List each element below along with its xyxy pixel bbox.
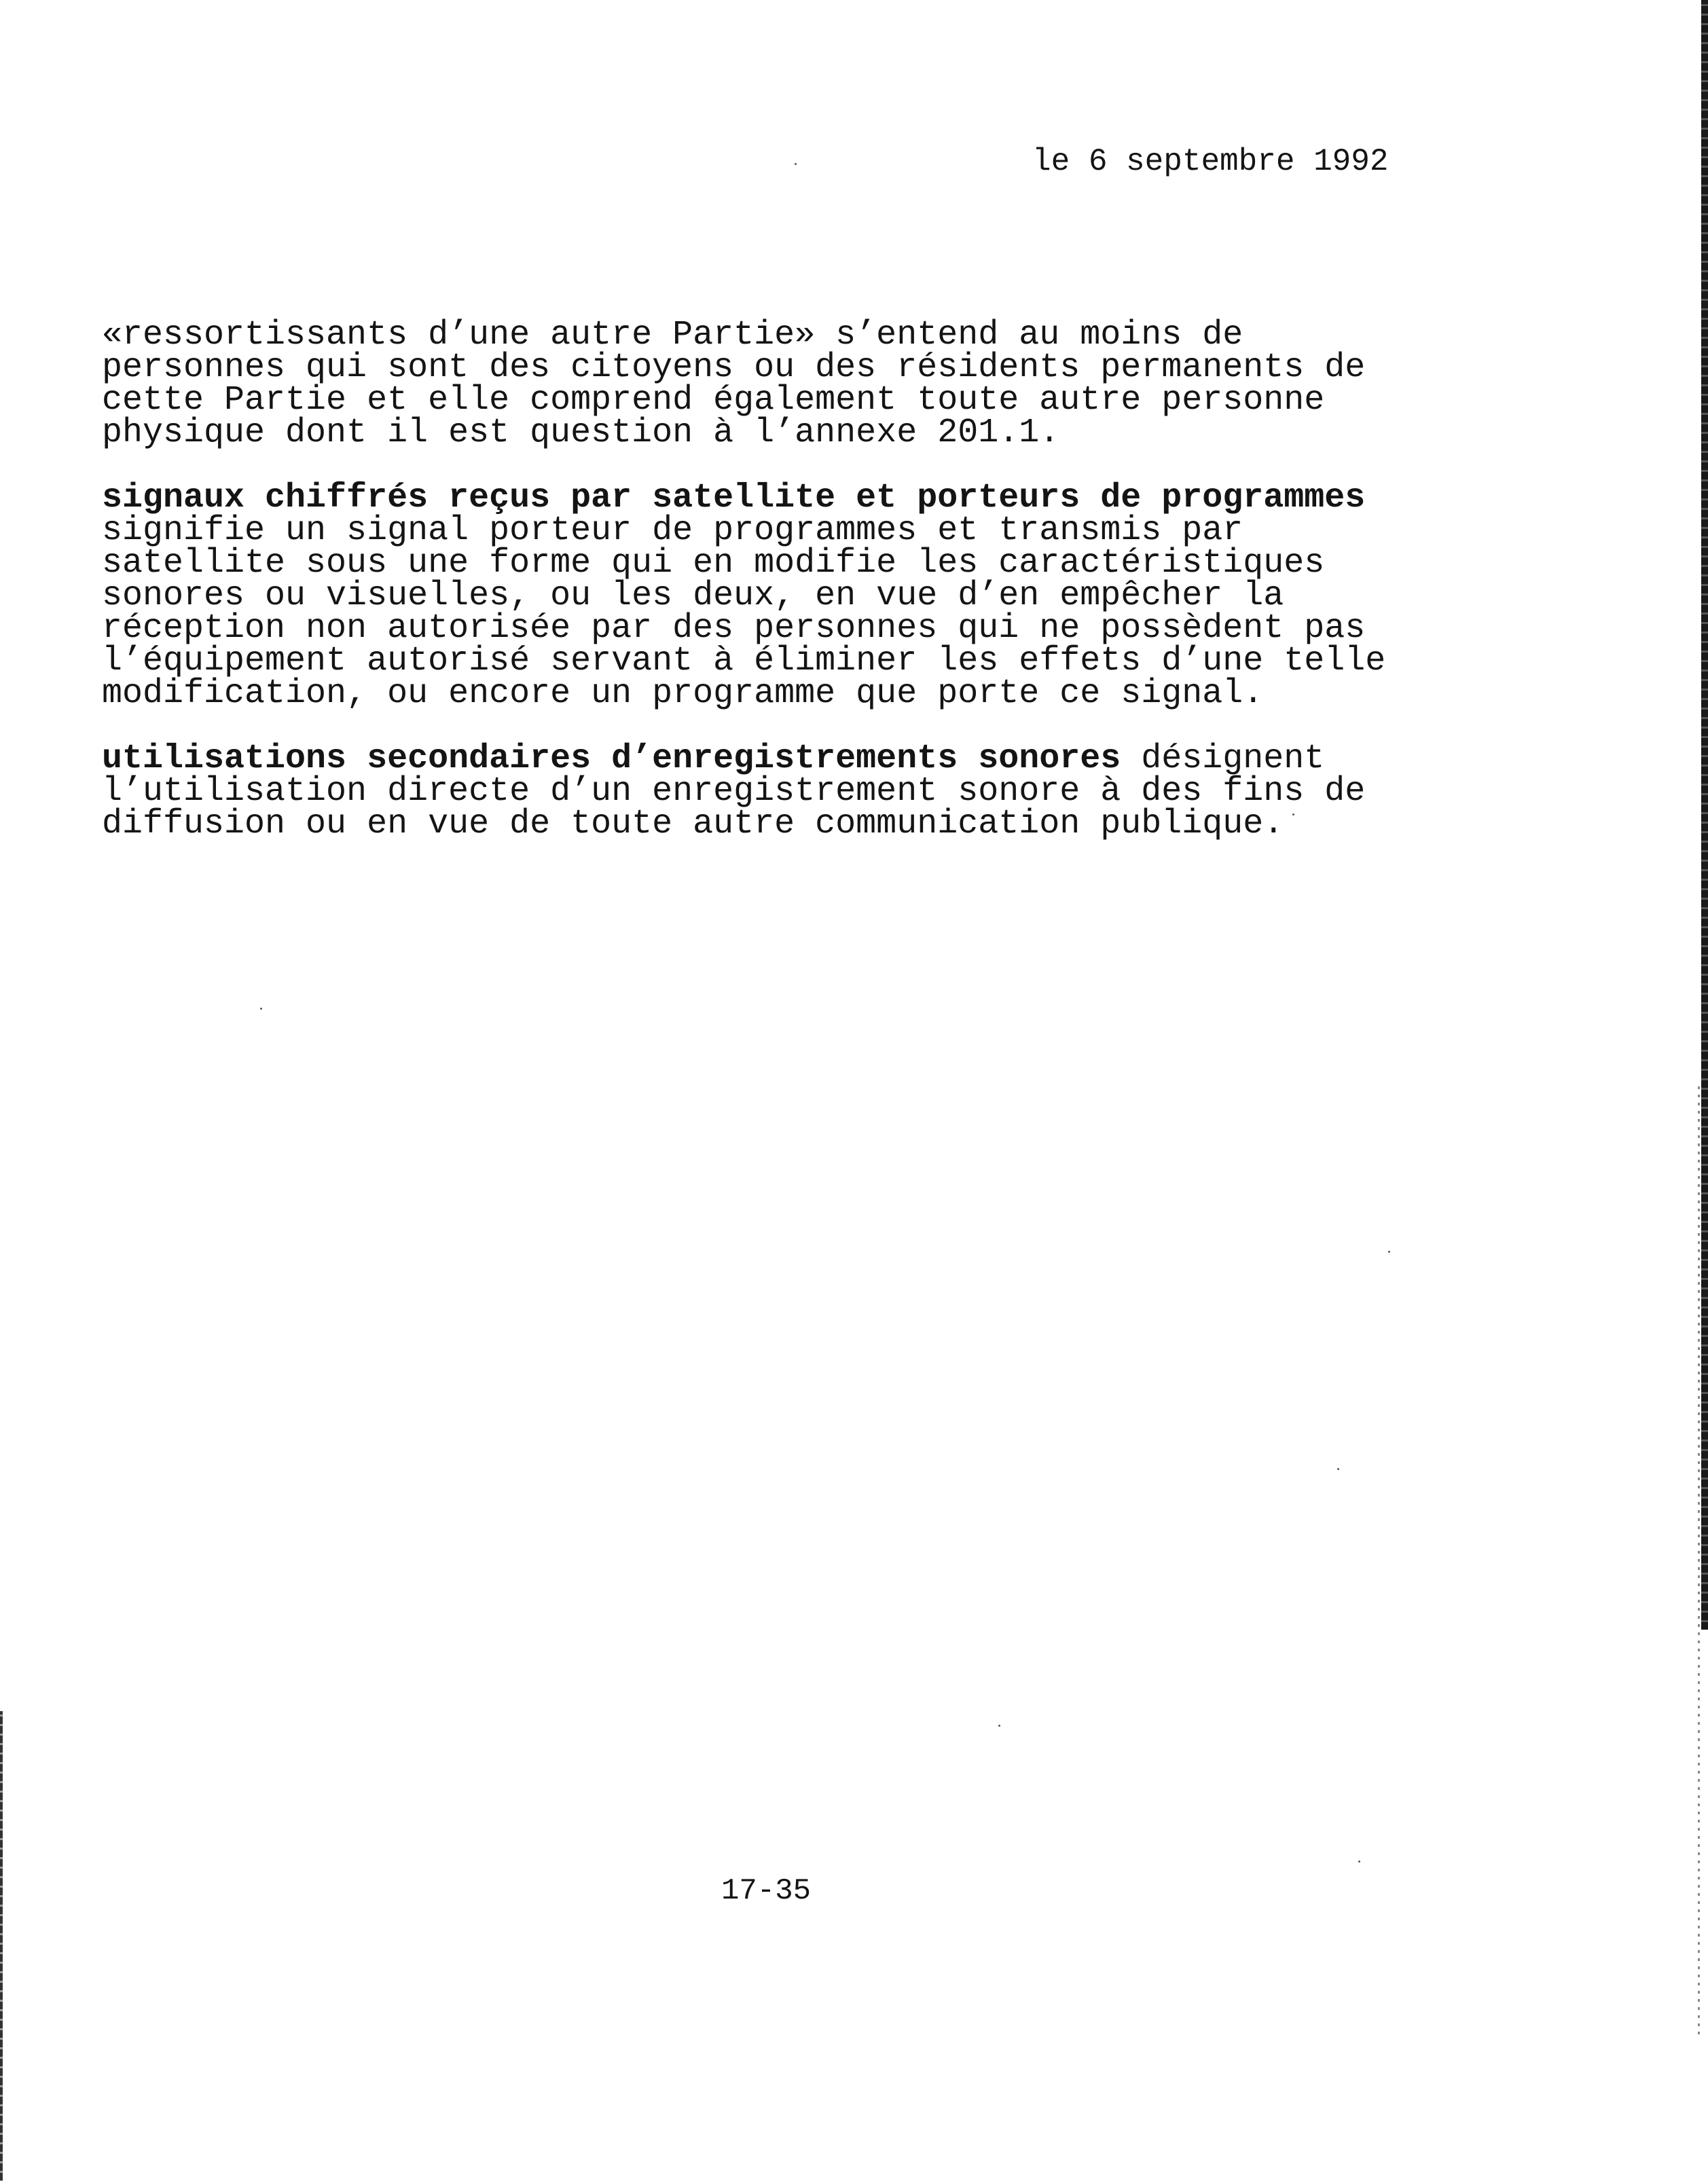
scan-speck [260,1008,262,1010]
definition-term: utilisations secondaires d’enregistrements sonores [102,739,1121,778]
page-number: 17-35 [721,1874,812,1908]
definition-paragraph [102,479,1460,713]
document-body [102,316,1460,873]
scan-speck [998,1725,1000,1727]
scan-speck [1337,1468,1339,1470]
definition-text: désignent l’utilisation directe d’un enregistrement sonore à des fins de diffusion ou en vue de toute autre communication publique. [102,739,1366,843]
scan-speck [795,163,797,165]
definition-paragraph [102,316,1460,452]
definition-text: signifie un signal porteur de programmes et transmis par satellite sous une forme qui en modifie les caractéristiques sonores ou visuelles, ou les deux, en vue d’en empêcher la réception non autorisée par des personnes qui ne possèdent pas l’équipement autorisé servant à éliminer les effets d’une telle modification, ou encore un programme que porte ce signal. [102,511,1386,713]
scan-border-right-inner [1698,1086,1700,2037]
scan-border-right [1701,0,1708,1630]
scan-speck [1358,1861,1360,1863]
scan-border-left [0,1711,3,2181]
scan-speck [1292,813,1294,815]
definition-term: signaux chiffrés reçus par satellite et porteurs de programmes [102,479,1366,517]
document-date: le 6 septembre 1992 [1032,144,1389,179]
scan-speck [1388,1251,1390,1253]
definition-paragraph [102,739,1460,843]
definition-text: «ressortissants d’une autre Partie» s’entend au moins de personnes qui sont des citoyens ou des résidents permanents de cette Partie et elle comprend également toute autre personne physique dont il est question à l’annexe 201.1. [102,316,1366,452]
